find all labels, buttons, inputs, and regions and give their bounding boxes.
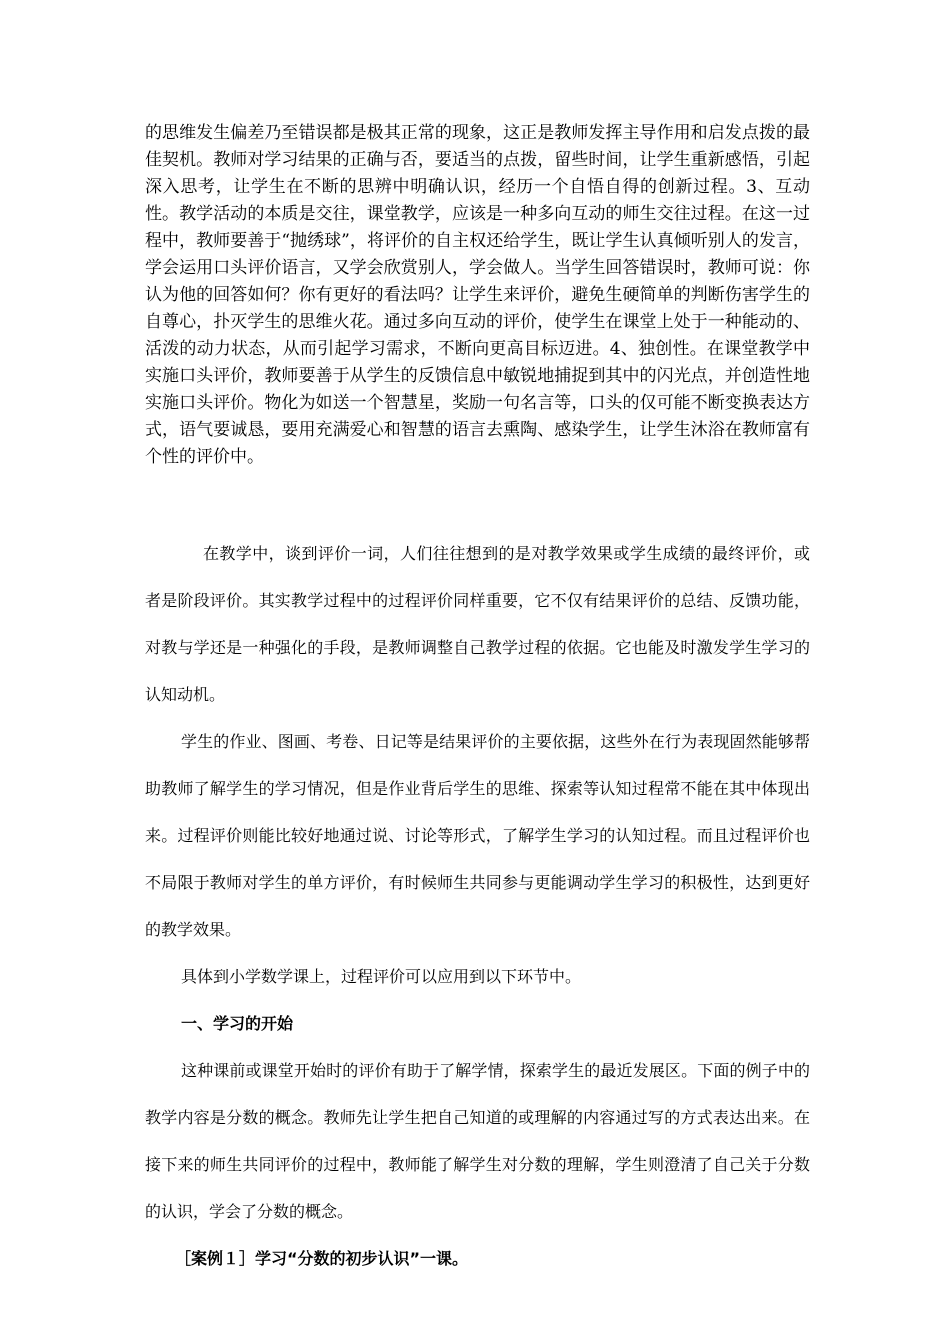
paragraph-continued-oral-evaluation: 的思维发生偏差乃至错误都是极其正常的现象，这正是教师发挥主导作用和启发点拨的最佳契机。教师对学习结果的正确与否，要适当的点拨，留些时间，让学生重新感悟，引起深入思考，让学生在不断的思辨中明确认识，经历一个自悟自得的创新过程。3、互动性。教学活动的本质是交往，课堂教学，应该是一种多向互动的师生交往过程。在这一过程中，教师要善于“抛绣球”，将评价的自主权还给学生，既让学生认真倾听别人的发言，学会运用口头评价语言，又学会欣赏别人，学会做人。当学生回答错误时，教师可说：你认为他的回答如何？你有更好的看法吗？让学生来评价，避免生硬简单的判断伤害学生的自尊心，扑灭学生的思维火花。通过多向互动的评价，使学生在课堂上处于一种能动的、活泼的动力状态，从而引起学习需求，不断向更高目标迈进。4、独创性。在课堂教学中实施口头评价，教师要善于从学生的反馈信息中敏锐地捕捉到其中的闪光点，并创造性地实施口头评价。物化为如送一个智慧星，奖励一句名言等，口头的仅可能不断变换表达方式，语气要诚恳，要用充满爱心和智慧的语言去熏陶、感染学生，让学生沐浴在教师富有个性的评价中。	[145, 123, 810, 467]
paragraph-process-evaluation-intro: 在教学中，谈到评价一词，人们往往想到的是对教学效果或学生成绩的最终评价，或者是阶段评价。其实教学过程中的过程评价同样重要，它不仅有结果评价的总结、反馈功能，对教与学还是一种强化的手段，是教师调整自己教学过程的依据。它也能及时激发学生学习的认知动机。	[145, 544, 810, 704]
case-title: ［案例１］学习“分数的初步认识”一课。	[175, 1249, 469, 1268]
paragraph-result-evaluation: 学生的作业、图画、考卷、日记等是结果评价的主要依据，这些外在行为表现固然能够帮助教师了解学生的学习情况，但是作业背后学生的思维、探索等认知过程常不能在其中体现出来。过程评价则能比较好地通过说、讨论等形式，了解学生学习的认知过程。而且过程评价也不局限于教师对学生的单方评价，有时候师生共同参与更能调动学生学习的积极性，达到更好的教学效果。	[145, 732, 810, 939]
section-process-evaluation	[145, 530, 810, 1282]
paragraph-application-steps: 具体到小学数学课上，过程评价可以应用到以下环节中。	[181, 967, 582, 986]
paragraph-learning-start: 这种课前或课堂开始时的评价有助于了解学情，探索学生的最近发展区。下面的例子中的教学内容是分数的概念。教师先让学生把自己知道的或理解的内容通过写的方式表达出来。在接下来的师生共同评价的过程中，教师能了解学生对分数的理解，学生则澄清了自己关于分数的认识，学会了分数的概念。	[145, 1061, 810, 1221]
heading-learning-start: 一、学习的开始	[181, 1014, 294, 1033]
